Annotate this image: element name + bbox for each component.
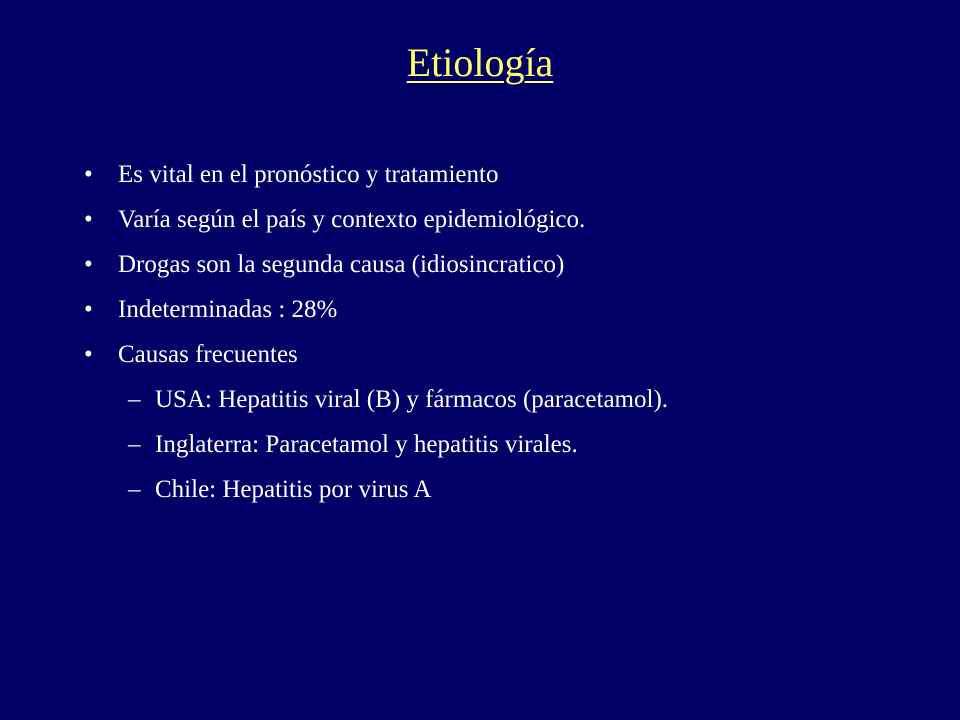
bullet-text: Causas frecuentes — [118, 341, 298, 368]
sub-bullet-marker: – — [128, 476, 141, 503]
bullet-text: Varía según el país y contexto epidemiológico. — [118, 206, 586, 233]
bullet-item-drogas — [80, 250, 920, 280]
bullet-marker: • — [84, 206, 93, 233]
bullet-text: Es vital en el pronóstico y tratamiento — [118, 161, 499, 188]
bullet-item-vital — [80, 160, 920, 190]
sub-bullet-text: Inglaterra: Paracetamol y hepatitis virales. — [155, 431, 578, 458]
bullet-text: Drogas son la segunda causa (idiosincratico) — [118, 251, 565, 278]
sub-bullet-item-inglaterra — [80, 430, 920, 460]
sub-bullet-text: USA: Hepatitis viral (B) y fármacos (paracetamol). — [155, 386, 669, 413]
bullet-text: Indeterminadas : 28% — [118, 296, 338, 323]
slide-title: Etiología — [406, 40, 554, 85]
bullet-item-varia — [80, 205, 920, 235]
bullet-marker: • — [84, 341, 93, 368]
sub-bullet-marker: – — [128, 386, 141, 413]
bullet-marker: • — [84, 251, 93, 278]
bullet-list — [80, 160, 920, 520]
bullet-marker: • — [84, 296, 93, 323]
sub-bullet-marker: – — [128, 431, 141, 458]
sub-bullet-item-chile — [80, 475, 920, 505]
bullet-item-indeterminadas — [80, 295, 920, 325]
sub-bullet-item-usa — [80, 385, 920, 415]
sub-bullet-text: Chile: Hepatitis por virus A — [155, 476, 432, 503]
bullet-marker: • — [84, 161, 93, 188]
bullet-item-causas — [80, 340, 920, 370]
